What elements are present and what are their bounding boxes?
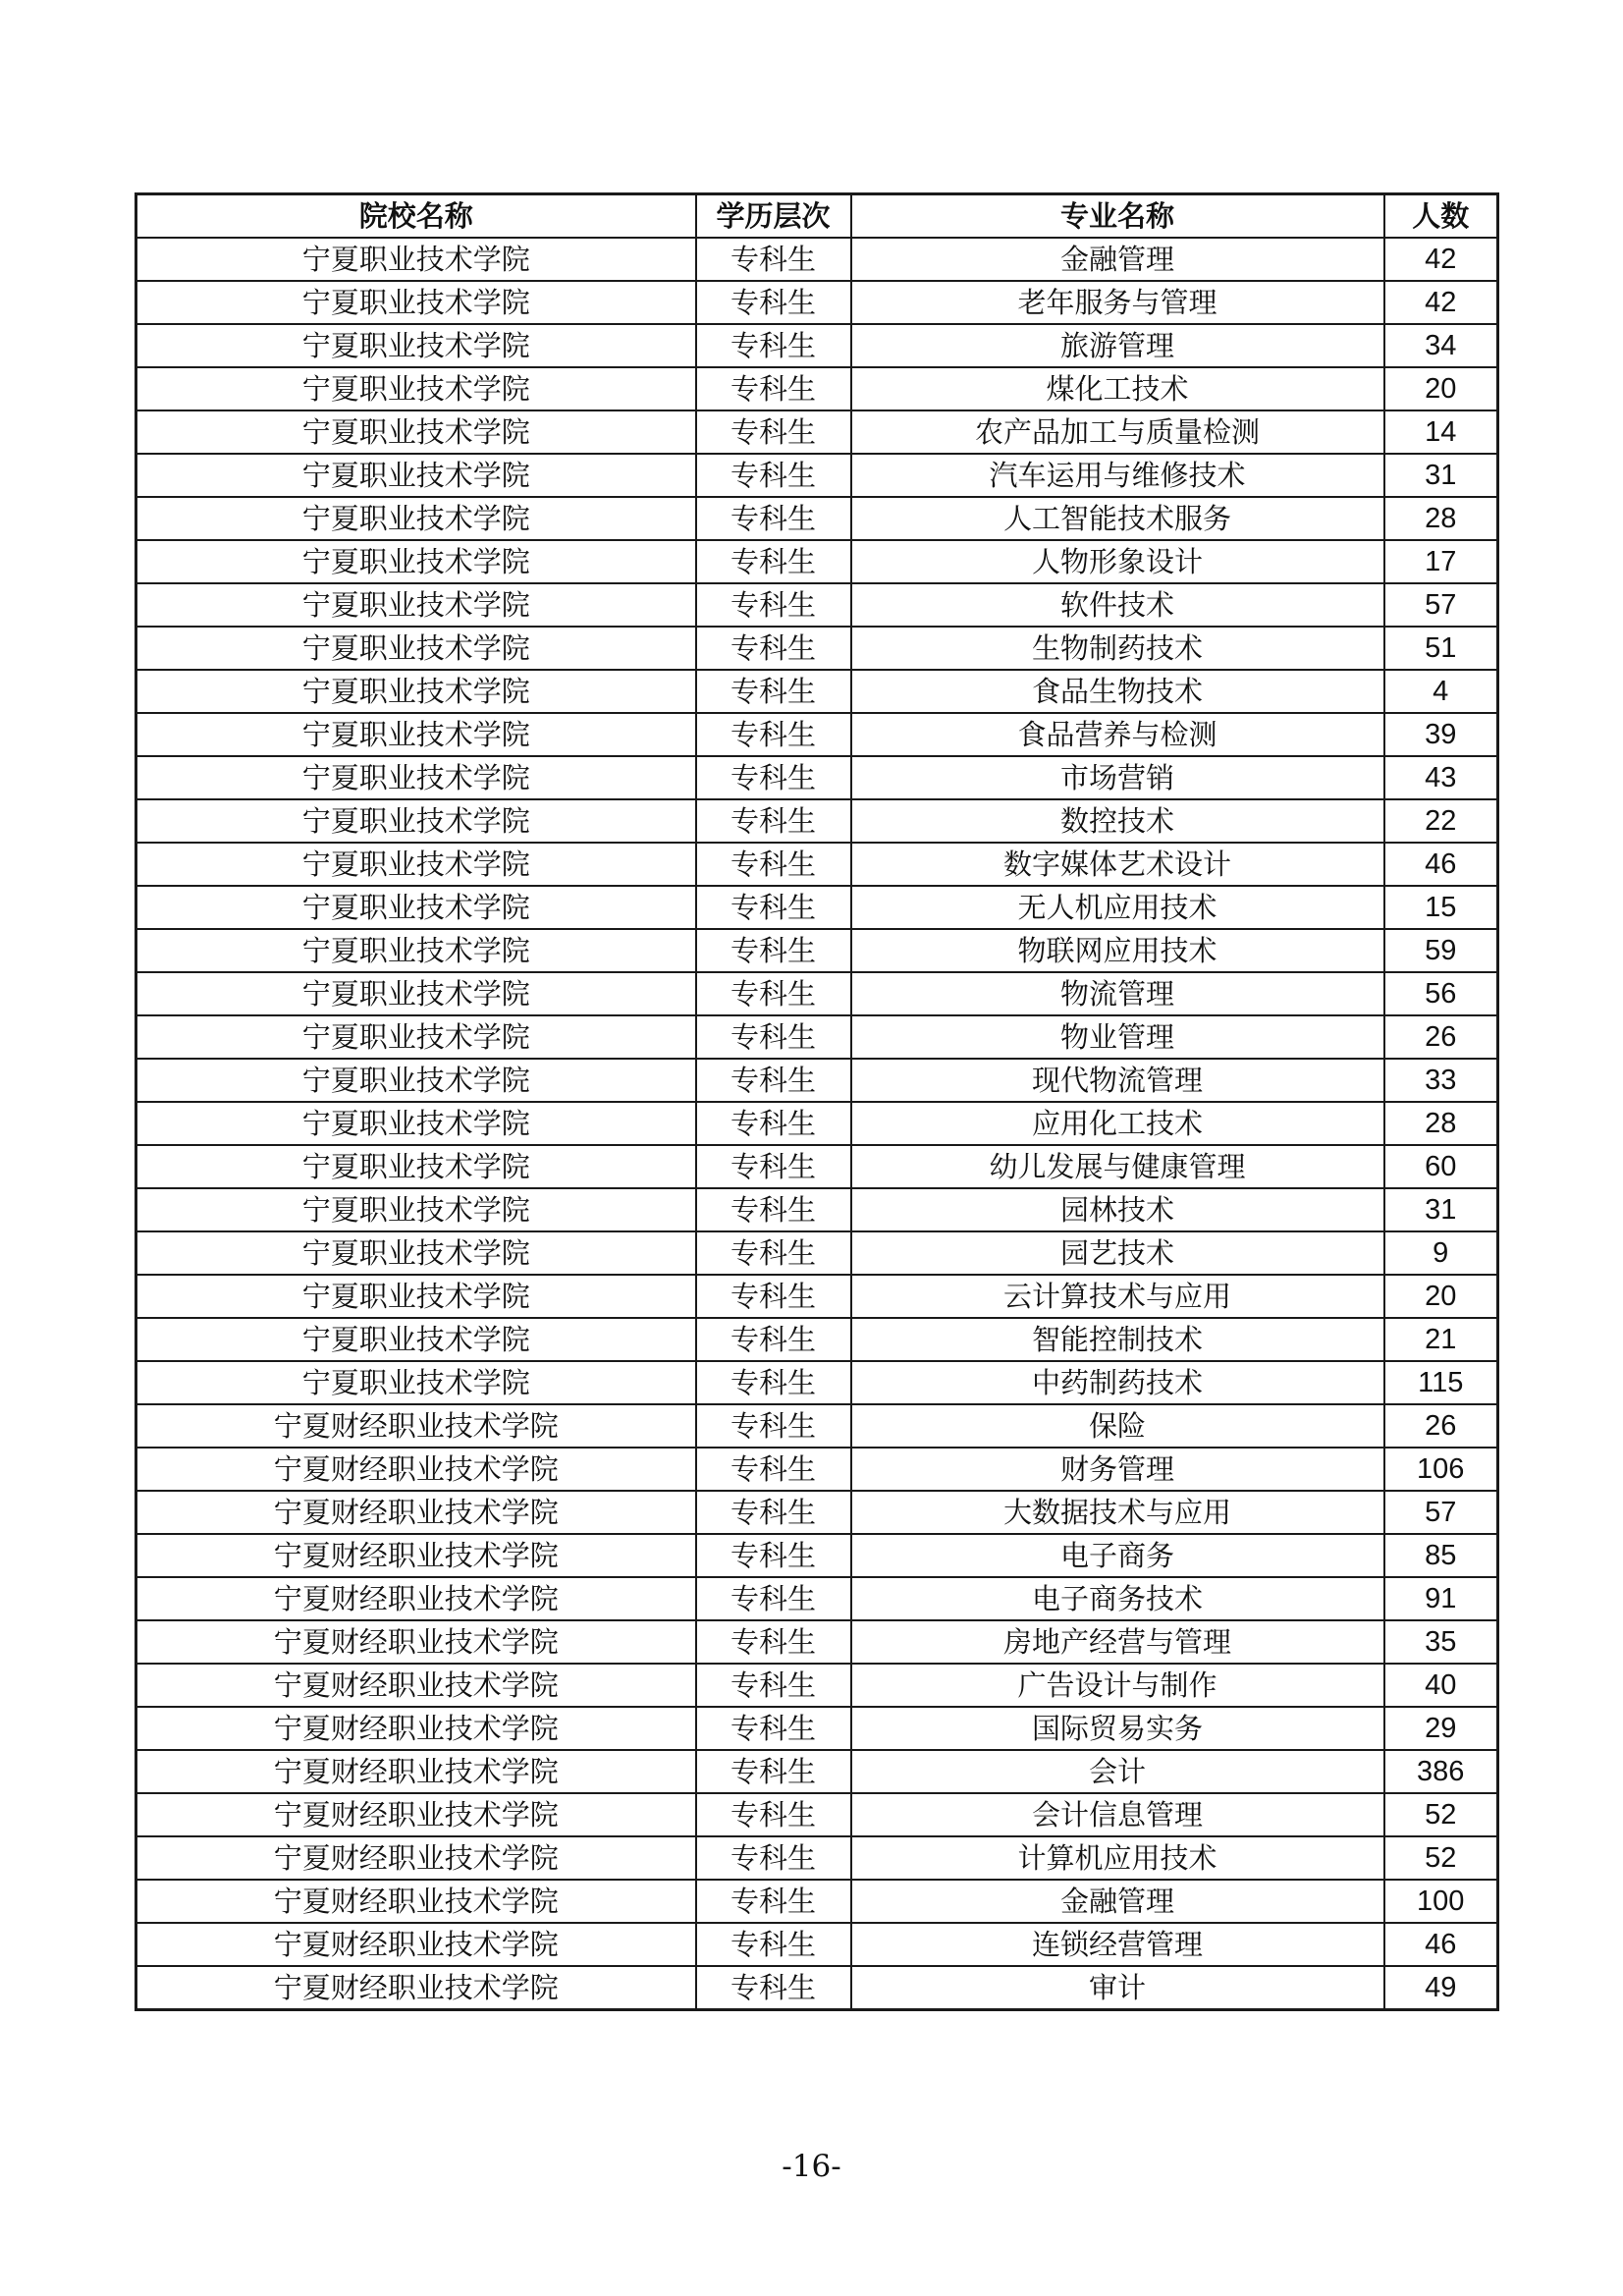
cell-major-name: 审计: [851, 1966, 1384, 2010]
cell-count: 56: [1384, 972, 1498, 1015]
cell-education-level: 专科生: [696, 929, 851, 972]
cell-school-name: 宁夏职业技术学院: [136, 1059, 696, 1102]
cell-major-name: 电子商务技术: [851, 1577, 1384, 1620]
table-row: [136, 1059, 1498, 1102]
cell-count: 52: [1384, 1836, 1498, 1880]
cell-major-name: 幼儿发展与健康管理: [851, 1145, 1384, 1188]
cell-count: 29: [1384, 1707, 1498, 1750]
cell-major-name: 国际贸易实务: [851, 1707, 1384, 1750]
cell-education-level: 专科生: [696, 1707, 851, 1750]
cell-major-name: 大数据技术与应用: [851, 1491, 1384, 1534]
cell-education-level: 专科生: [696, 324, 851, 367]
table-row: [136, 1664, 1498, 1707]
cell-major-name: 无人机应用技术: [851, 886, 1384, 929]
header-row: [136, 194, 1498, 239]
cell-school-name: 宁夏职业技术学院: [136, 713, 696, 756]
cell-school-name: 宁夏职业技术学院: [136, 670, 696, 713]
cell-major-name: 生物制药技术: [851, 627, 1384, 670]
table-row: [136, 886, 1498, 929]
table-row: [136, 367, 1498, 410]
table-row: [136, 1534, 1498, 1577]
table-body: [136, 238, 1498, 2010]
cell-school-name: 宁夏财经职业技术学院: [136, 1750, 696, 1793]
cell-education-level: 专科生: [696, 1750, 851, 1793]
table-row: [136, 1015, 1498, 1059]
cell-school-name: 宁夏职业技术学院: [136, 886, 696, 929]
cell-count: 4: [1384, 670, 1498, 713]
table-row: [136, 324, 1498, 367]
table-row: [136, 1275, 1498, 1318]
cell-major-name: 食品营养与检测: [851, 713, 1384, 756]
cell-school-name: 宁夏职业技术学院: [136, 238, 696, 281]
cell-count: 21: [1384, 1318, 1498, 1361]
cell-major-name: 电子商务: [851, 1534, 1384, 1577]
cell-count: 42: [1384, 281, 1498, 324]
cell-major-name: 数控技术: [851, 799, 1384, 843]
cell-school-name: 宁夏职业技术学院: [136, 1318, 696, 1361]
cell-major-name: 会计: [851, 1750, 1384, 1793]
cell-education-level: 专科生: [696, 281, 851, 324]
cell-school-name: 宁夏职业技术学院: [136, 1188, 696, 1231]
cell-count: 106: [1384, 1448, 1498, 1491]
header-count: 人数: [1384, 194, 1498, 239]
table-row: [136, 454, 1498, 497]
cell-education-level: 专科生: [696, 1231, 851, 1275]
header-major-name: 专业名称: [851, 194, 1384, 239]
cell-major-name: 物流管理: [851, 972, 1384, 1015]
table-row: [136, 627, 1498, 670]
cell-count: 35: [1384, 1620, 1498, 1664]
cell-school-name: 宁夏财经职业技术学院: [136, 1793, 696, 1836]
cell-count: 28: [1384, 497, 1498, 540]
cell-education-level: 专科生: [696, 799, 851, 843]
cell-school-name: 宁夏职业技术学院: [136, 367, 696, 410]
cell-major-name: 软件技术: [851, 583, 1384, 627]
cell-education-level: 专科生: [696, 1880, 851, 1923]
cell-education-level: 专科生: [696, 1015, 851, 1059]
cell-school-name: 宁夏职业技术学院: [136, 627, 696, 670]
cell-education-level: 专科生: [696, 1534, 851, 1577]
cell-school-name: 宁夏职业技术学院: [136, 410, 696, 454]
cell-education-level: 专科生: [696, 1836, 851, 1880]
table-row: [136, 1231, 1498, 1275]
header-school-name: 院校名称: [136, 194, 696, 239]
table-row: [136, 713, 1498, 756]
cell-education-level: 专科生: [696, 1577, 851, 1620]
table-row: [136, 410, 1498, 454]
cell-major-name: 人工智能技术服务: [851, 497, 1384, 540]
cell-major-name: 物业管理: [851, 1015, 1384, 1059]
cell-education-level: 专科生: [696, 1059, 851, 1102]
table-row: [136, 1145, 1498, 1188]
cell-count: 51: [1384, 627, 1498, 670]
cell-education-level: 专科生: [696, 1664, 851, 1707]
table-row: [136, 1923, 1498, 1966]
cell-count: 386: [1384, 1750, 1498, 1793]
cell-school-name: 宁夏财经职业技术学院: [136, 1404, 696, 1448]
table-row: [136, 1836, 1498, 1880]
cell-major-name: 人物形象设计: [851, 540, 1384, 583]
cell-education-level: 专科生: [696, 627, 851, 670]
cell-school-name: 宁夏职业技术学院: [136, 1231, 696, 1275]
cell-school-name: 宁夏职业技术学院: [136, 799, 696, 843]
cell-school-name: 宁夏职业技术学院: [136, 1275, 696, 1318]
cell-school-name: 宁夏职业技术学院: [136, 497, 696, 540]
cell-school-name: 宁夏财经职业技术学院: [136, 1577, 696, 1620]
table-row: [136, 799, 1498, 843]
cell-count: 57: [1384, 583, 1498, 627]
cell-count: 42: [1384, 238, 1498, 281]
cell-education-level: 专科生: [696, 1491, 851, 1534]
table-row: [136, 1620, 1498, 1664]
table-row: [136, 1404, 1498, 1448]
cell-count: 46: [1384, 843, 1498, 886]
cell-major-name: 中药制药技术: [851, 1361, 1384, 1404]
cell-school-name: 宁夏职业技术学院: [136, 756, 696, 799]
cell-count: 33: [1384, 1059, 1498, 1102]
cell-school-name: 宁夏财经职业技术学院: [136, 1880, 696, 1923]
cell-school-name: 宁夏职业技术学院: [136, 972, 696, 1015]
cell-count: 59: [1384, 929, 1498, 972]
cell-major-name: 连锁经营管理: [851, 1923, 1384, 1966]
table-row: [136, 756, 1498, 799]
cell-education-level: 专科生: [696, 1404, 851, 1448]
table-row: [136, 1491, 1498, 1534]
cell-count: 15: [1384, 886, 1498, 929]
cell-count: 46: [1384, 1923, 1498, 1966]
cell-school-name: 宁夏职业技术学院: [136, 1015, 696, 1059]
table-row: [136, 1102, 1498, 1145]
cell-major-name: 物联网应用技术: [851, 929, 1384, 972]
cell-count: 20: [1384, 1275, 1498, 1318]
cell-school-name: 宁夏职业技术学院: [136, 1145, 696, 1188]
cell-count: 52: [1384, 1793, 1498, 1836]
cell-major-name: 园林技术: [851, 1188, 1384, 1231]
cell-education-level: 专科生: [696, 1275, 851, 1318]
cell-school-name: 宁夏财经职业技术学院: [136, 1448, 696, 1491]
cell-education-level: 专科生: [696, 713, 851, 756]
cell-school-name: 宁夏财经职业技术学院: [136, 1620, 696, 1664]
cell-education-level: 专科生: [696, 454, 851, 497]
table-row: [136, 583, 1498, 627]
table-row: [136, 1793, 1498, 1836]
cell-count: 57: [1384, 1491, 1498, 1534]
cell-count: 100: [1384, 1880, 1498, 1923]
cell-count: 60: [1384, 1145, 1498, 1188]
cell-education-level: 专科生: [696, 972, 851, 1015]
cell-major-name: 食品生物技术: [851, 670, 1384, 713]
cell-major-name: 数字媒体艺术设计: [851, 843, 1384, 886]
cell-major-name: 财务管理: [851, 1448, 1384, 1491]
cell-education-level: 专科生: [696, 1102, 851, 1145]
cell-school-name: 宁夏财经职业技术学院: [136, 1836, 696, 1880]
table-row: [136, 540, 1498, 583]
table-row: [136, 670, 1498, 713]
table-row: [136, 1707, 1498, 1750]
cell-count: 31: [1384, 1188, 1498, 1231]
cell-major-name: 汽车运用与维修技术: [851, 454, 1384, 497]
cell-education-level: 专科生: [696, 1448, 851, 1491]
cell-count: 43: [1384, 756, 1498, 799]
table-row: [136, 1750, 1498, 1793]
cell-education-level: 专科生: [696, 1188, 851, 1231]
table-row: [136, 281, 1498, 324]
cell-education-level: 专科生: [696, 1620, 851, 1664]
cell-school-name: 宁夏职业技术学院: [136, 324, 696, 367]
cell-education-level: 专科生: [696, 540, 851, 583]
cell-major-name: 保险: [851, 1404, 1384, 1448]
cell-major-name: 金融管理: [851, 238, 1384, 281]
cell-count: 49: [1384, 1966, 1498, 2010]
table-row: [136, 1577, 1498, 1620]
page-number: -16-: [782, 2149, 841, 2184]
header-education-level: 学历层次: [696, 194, 851, 239]
cell-school-name: 宁夏财经职业技术学院: [136, 1534, 696, 1577]
cell-education-level: 专科生: [696, 238, 851, 281]
cell-major-name: 园艺技术: [851, 1231, 1384, 1275]
cell-count: 9: [1384, 1231, 1498, 1275]
cell-major-name: 金融管理: [851, 1880, 1384, 1923]
cell-education-level: 专科生: [696, 756, 851, 799]
cell-school-name: 宁夏财经职业技术学院: [136, 1664, 696, 1707]
cell-major-name: 农产品加工与质量检测: [851, 410, 1384, 454]
cell-education-level: 专科生: [696, 497, 851, 540]
cell-count: 31: [1384, 454, 1498, 497]
table-row: [136, 929, 1498, 972]
cell-school-name: 宁夏职业技术学院: [136, 583, 696, 627]
cell-count: 26: [1384, 1404, 1498, 1448]
cell-school-name: 宁夏财经职业技术学院: [136, 1491, 696, 1534]
cell-education-level: 专科生: [696, 1361, 851, 1404]
cell-education-level: 专科生: [696, 367, 851, 410]
cell-count: 85: [1384, 1534, 1498, 1577]
cell-count: 39: [1384, 713, 1498, 756]
cell-count: 17: [1384, 540, 1498, 583]
cell-education-level: 专科生: [696, 583, 851, 627]
table-row: [136, 972, 1498, 1015]
cell-school-name: 宁夏财经职业技术学院: [136, 1966, 696, 2010]
cell-education-level: 专科生: [696, 1145, 851, 1188]
table-row: [136, 238, 1498, 281]
cell-school-name: 宁夏职业技术学院: [136, 281, 696, 324]
table-row: [136, 1361, 1498, 1404]
cell-major-name: 广告设计与制作: [851, 1664, 1384, 1707]
cell-major-name: 计算机应用技术: [851, 1836, 1384, 1880]
table-row: [136, 1448, 1498, 1491]
cell-count: 14: [1384, 410, 1498, 454]
cell-school-name: 宁夏职业技术学院: [136, 540, 696, 583]
cell-major-name: 市场营销: [851, 756, 1384, 799]
cell-school-name: 宁夏财经职业技术学院: [136, 1923, 696, 1966]
table-row: [136, 1188, 1498, 1231]
cell-major-name: 应用化工技术: [851, 1102, 1384, 1145]
cell-count: 34: [1384, 324, 1498, 367]
table-row: [136, 497, 1498, 540]
cell-count: 91: [1384, 1577, 1498, 1620]
cell-major-name: 旅游管理: [851, 324, 1384, 367]
cell-education-level: 专科生: [696, 886, 851, 929]
cell-education-level: 专科生: [696, 670, 851, 713]
cell-major-name: 智能控制技术: [851, 1318, 1384, 1361]
cell-school-name: 宁夏职业技术学院: [136, 454, 696, 497]
table-row: [136, 843, 1498, 886]
cell-education-level: 专科生: [696, 843, 851, 886]
table-row: [136, 1318, 1498, 1361]
cell-education-level: 专科生: [696, 1793, 851, 1836]
cell-count: 20: [1384, 367, 1498, 410]
cell-school-name: 宁夏职业技术学院: [136, 1361, 696, 1404]
cell-count: 22: [1384, 799, 1498, 843]
cell-major-name: 房地产经营与管理: [851, 1620, 1384, 1664]
cell-count: 26: [1384, 1015, 1498, 1059]
cell-major-name: 云计算技术与应用: [851, 1275, 1384, 1318]
table-row: [136, 1966, 1498, 2010]
cell-major-name: 会计信息管理: [851, 1793, 1384, 1836]
cell-major-name: 煤化工技术: [851, 367, 1384, 410]
cell-school-name: 宁夏职业技术学院: [136, 929, 696, 972]
cell-count: 40: [1384, 1664, 1498, 1707]
cell-school-name: 宁夏职业技术学院: [136, 843, 696, 886]
cell-school-name: 宁夏职业技术学院: [136, 1102, 696, 1145]
cell-major-name: 现代物流管理: [851, 1059, 1384, 1102]
cell-school-name: 宁夏财经职业技术学院: [136, 1707, 696, 1750]
cell-count: 28: [1384, 1102, 1498, 1145]
cell-education-level: 专科生: [696, 1966, 851, 2010]
table-header: [136, 194, 1498, 239]
cell-count: 115: [1384, 1361, 1498, 1404]
cell-education-level: 专科生: [696, 1318, 851, 1361]
cell-education-level: 专科生: [696, 1923, 851, 1966]
table-row: [136, 1880, 1498, 1923]
enrollment-table: [135, 192, 1499, 2011]
cell-major-name: 老年服务与管理: [851, 281, 1384, 324]
cell-education-level: 专科生: [696, 410, 851, 454]
